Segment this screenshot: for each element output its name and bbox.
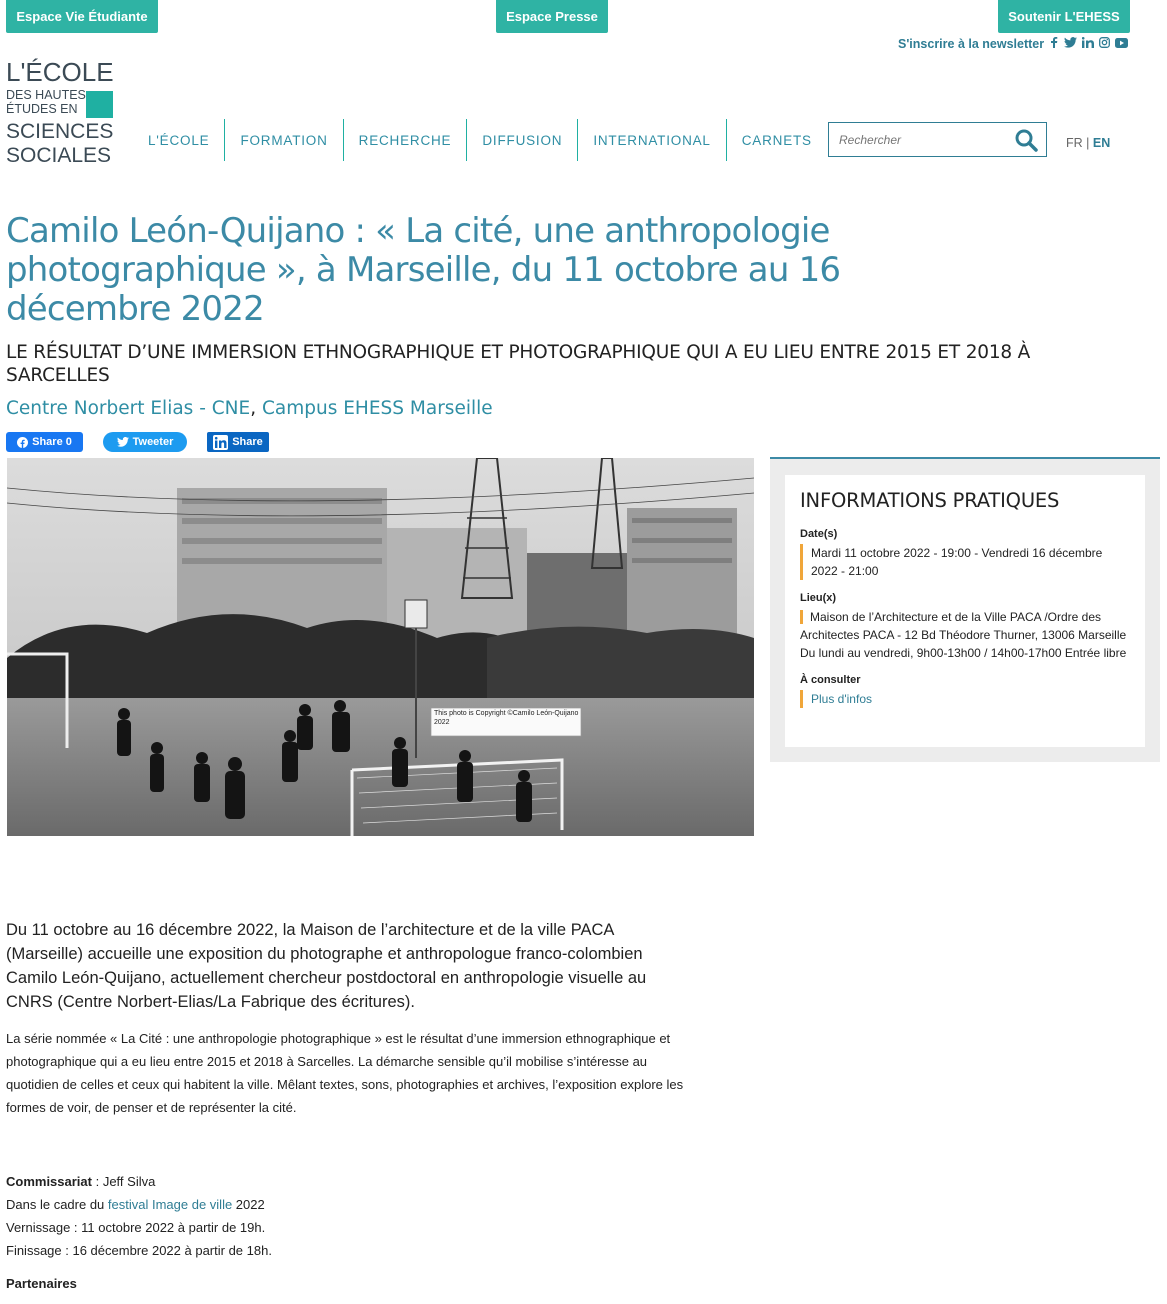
photo-copyright-caption: This photo is Copyright ©Camilo León-Quijano 2022 [434,710,579,726]
lieu-line1: Maison de l’Architecture et de la Ville PACA /Ordre des [800,610,1101,624]
twitter-share-label: Tweeter [132,436,174,448]
nav-formation[interactable]: FORMATION [225,119,343,161]
facebook-share-label: Share 0 [32,436,72,448]
info-heading: INFORMATIONS PRATIQUES [800,489,1060,512]
article-lead: Du 11 octobre au 16 décembre 2022, la Maison de l’architecture et de la ville PACA (Marseille) accueille une exposition du photographe et anthropologue franco-colombien Camilo León-Quijano, actuellement chercheur postdoctoral en anthropologie visuelle au CNRS (Centre Norbert-Elias/La Fabrique des écritures). [6,921,647,1011]
twitter-share-button[interactable] [103,432,187,452]
twitter-icon[interactable] [1064,37,1077,51]
nav-recherche[interactable]: RECHERCHE [344,119,468,161]
search-icon[interactable] [1014,128,1038,152]
facebook-icon [17,437,28,448]
nav-diffusion[interactable]: DIFFUSION [467,119,578,161]
consulter-label: À consulter [800,674,861,686]
basketball-court-photo [7,458,754,836]
nav-ecole[interactable]: L'ÉCOLE [133,119,225,161]
instagram-icon[interactable] [1099,37,1110,51]
festival-link[interactable]: festival Image de ville [107,1197,233,1212]
facebook-share-button[interactable] [6,432,83,452]
newsletter-link[interactable]: S'inscrire à la newsletter [898,36,1045,51]
commissariat-line: Commissariat : Jeff Silva [6,1174,156,1189]
facebook-icon[interactable] [1049,36,1059,51]
newsletter-bar [898,36,1128,51]
centers-separator: , [250,398,257,419]
lang-fr[interactable]: FR [1066,136,1083,150]
lieu-rest: Architectes PACA - 12 Bd Théodore Thurner, 13006 Marseille Du lundi au vendredi, 9h00-13h00 / 14h00-17h00 Entrée libre [800,628,1127,660]
ehess-logo[interactable]: L'ÉCOLE DES HAUTES ÉTUDES EN SCIENCES SOCIALES [6,57,114,167]
cadre-line: Dans le cadre du festival Image de ville 2022 [6,1197,265,1212]
partenaires-heading: Partenaires [6,1276,77,1291]
linkedin-share-label: Share [232,436,263,448]
campus-marseille-link[interactable]: Campus EHESS Marseille [261,398,493,419]
plus-infos-link[interactable]: Plus d'infos [811,692,872,706]
research-centers [6,398,493,419]
dates-label: Date(s) [800,528,838,540]
main-nav [133,119,827,161]
espace-presse-button[interactable]: Espace Presse [496,0,608,33]
info-card [785,475,1145,747]
article-paragraph: La série nommée « La Cité : une anthropologie photographique » est le résultat d’une immersion ethnographique et photographique qui a eu lieu entre 2015 et 2018 à Sarcelles. La démarche sensible qu’il mobilise s’intéresse au quotidien de celles et ceux qui habitent la ville. Mêlant textes, sons, photographies et archives, l’exposition explore les formes de voir, de penser et de représenter la cité. [6,1031,684,1115]
linkedin-icon [213,435,228,450]
espace-vie-etudiante-button[interactable]: Espace Vie Étudiante [6,0,158,33]
language-switcher [1066,136,1110,150]
nav-international[interactable]: INTERNATIONAL [578,119,726,161]
logo-square [86,91,113,118]
lieu-value [800,608,1130,662]
article-meta [6,1170,272,1262]
search-input[interactable] [839,125,1009,155]
article-photo [7,458,754,836]
twitter-icon [117,437,129,447]
soutenir-ehess-button[interactable]: Soutenir L'EHESS [998,0,1130,33]
youtube-icon[interactable] [1115,37,1128,51]
search-box [828,122,1047,157]
center-norbert-elias-link[interactable]: Centre Norbert Elias - CNE [6,398,251,419]
lieu-label: Lieu(x) [800,592,837,604]
consulter-value [800,690,1130,708]
linkedin-share-button[interactable] [207,432,269,452]
finissage-line: Finissage : 16 décembre 2022 à partir de 18h. [6,1243,272,1258]
page-subtitle: LE RÉSULTAT D’UNE IMMERSION ETHNOGRAPHIQUE ET PHOTOGRAPHIQUE QUI A EU LIEU ENTRE 2015 ET 2018 À SARCELLES [6,342,1031,386]
lang-separator: | [1086,136,1090,150]
nav-carnets[interactable]: CARNETS [741,132,812,148]
page-title: Camilo León-Quijano : « La cité, une anthropologie photographique », à Marseille, du 11 octobre au 16 décembre 2022 [6,211,841,329]
dates-value: Mardi 11 octobre 2022 - 19:00 - Vendredi 16 décembre 2022 - 21:00 [800,544,1130,580]
info-panel [770,457,1160,762]
vernissage-line: Vernissage : 11 octobre 2022 à partir de 19h. [6,1220,266,1235]
linkedin-icon[interactable] [1082,37,1094,51]
lang-en[interactable]: EN [1092,136,1111,150]
